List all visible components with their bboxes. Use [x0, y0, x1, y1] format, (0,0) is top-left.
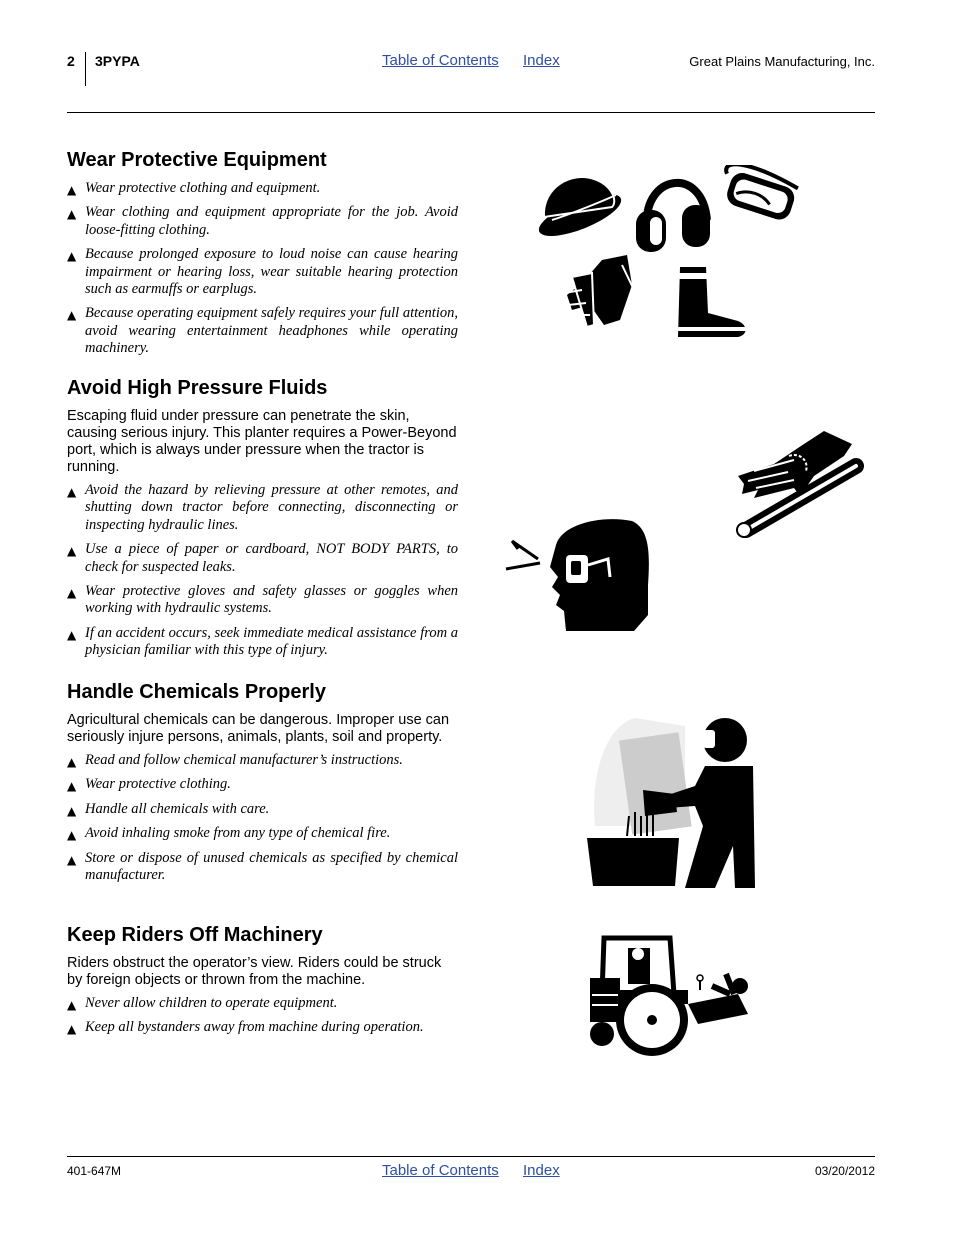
footer-index-link[interactable]: Index — [523, 1162, 560, 1179]
goggles-icon — [716, 165, 799, 223]
section-avoid-high-pressure-fluids — [67, 376, 458, 667]
triangle-bullet-icon: ▲ — [67, 627, 77, 642]
list-item: ▲ Wear clothing and equipment appropriate for the job. Avoid loose-fitting clothing. — [67, 204, 458, 238]
section-intro: Riders obstruct the operator’s view. Riders could be struck by foreign objects or thrown from the machine. — [67, 955, 442, 988]
list-item: ▲ Never allow children to operate equipment. — [67, 995, 458, 1012]
section-title: Avoid High Pressure Fluids — [67, 377, 328, 399]
triangle-bullet-icon: ▲ — [67, 1022, 77, 1037]
list-item: ▲ Read and follow chemical manufacturer’s instructions. — [67, 752, 458, 769]
document-date: 03/20/2012 — [814, 1164, 875, 1178]
section-intro: Escaping fluid under pressure can penetrate the skin, causing serious injury. This planter requires a Power-Beyond port, which is always under pressure when the tractor is running. — [67, 408, 457, 475]
triangle-bullet-icon: ▲ — [67, 249, 77, 264]
triangle-bullet-icon: ▲ — [67, 586, 77, 601]
triangle-bullet-icon: ▲ — [67, 544, 77, 559]
hand-leak-icon — [734, 426, 869, 541]
bullet-list — [67, 180, 458, 358]
section-wear-protective-equipment — [67, 148, 458, 365]
page-number: 2 — [67, 53, 75, 69]
header-index-link[interactable]: Index — [523, 52, 560, 69]
company-name: Great Plains Manufacturing, Inc. — [689, 54, 875, 69]
bullet-list — [67, 995, 458, 1037]
triangle-bullet-icon: ▲ — [67, 828, 77, 843]
list-item: ▲ Avoid inhaling smoke from any type of chemical fire. — [67, 825, 458, 842]
list-item: ▲ Because prolonged exposure to loud noise can cause hearing impairment or hearing loss, wear suitable hearing protection such as earmuffs or earplugs. — [67, 246, 458, 298]
header-divider — [85, 52, 86, 86]
gloves-icon — [564, 255, 634, 327]
section-title: Wear Protective Equipment — [67, 149, 327, 171]
section-title: Handle Chemicals Properly — [67, 681, 326, 703]
section-handle-chemicals-properly — [67, 680, 458, 891]
header-toc-link[interactable]: Table of Contents — [382, 52, 499, 69]
list-item: ▲ Handle all chemicals with care. — [67, 801, 458, 818]
triangle-bullet-icon: ▲ — [67, 852, 77, 867]
list-item: ▲ Wear protective gloves and safety glasses or goggles when working with hydraulic systems. — [67, 583, 458, 617]
hard-hat-icon — [534, 177, 626, 245]
triangle-bullet-icon: ▲ — [67, 779, 77, 794]
ppe-illustration — [532, 165, 802, 340]
bullet-list — [67, 482, 458, 660]
bullet-list — [67, 752, 458, 884]
triangle-bullet-icon: ▲ — [67, 183, 77, 197]
list-item: ▲ Avoid the hazard by relieving pressure at other remotes, and shutting down tractor before connecting, disconnecting or inspecting hydraulic lines. — [67, 482, 458, 533]
triangle-bullet-icon: ▲ — [67, 998, 77, 1012]
triangle-bullet-icon: ▲ — [67, 308, 77, 323]
triangle-bullet-icon: ▲ — [67, 803, 77, 818]
list-item: ▲ Wear protective clothing. — [67, 776, 458, 793]
list-item: ▲ Keep all bystanders away from machine during operation. — [67, 1019, 458, 1036]
section-title: Keep Riders Off Machinery — [67, 924, 323, 946]
triangle-bullet-icon: ▲ — [67, 755, 77, 769]
footer-rule — [67, 1156, 875, 1157]
safety-glasses-head-icon — [504, 515, 652, 635]
model-name: 3PYPA — [95, 53, 140, 69]
chemical-handling-person-icon — [585, 716, 757, 892]
earmuffs-icon — [636, 183, 710, 252]
triangle-bullet-icon: ▲ — [67, 207, 77, 222]
list-item: ▲ Use a piece of paper or cardboard, NOT BODY PARTS, to check for suspected leaks. — [67, 541, 458, 575]
list-item: ▲ Wear protective clothing and equipment. — [67, 180, 458, 197]
triangle-bullet-icon: ▲ — [67, 485, 77, 499]
section-keep-riders-off-machinery — [67, 923, 458, 1044]
list-item: ▲ Store or dispose of unused chemicals as specified by chemical manufacturer. — [67, 849, 458, 884]
header-rule — [67, 112, 875, 113]
footer-toc-link[interactable]: Table of Contents — [382, 1162, 499, 1179]
section-intro: Agricultural chemicals can be dangerous. Improper use can seriously injure persons, animals, plants, soil and property. — [67, 712, 450, 745]
list-item: ▲ Because operating equipment safely requires your full attention, avoid wearing entertainment headphones while operating machinery. — [67, 305, 458, 357]
boot-icon — [677, 267, 747, 337]
list-item: ▲ If an accident occurs, seek immediate medical assistance from a physician familiar with this type of injury. — [67, 624, 458, 659]
document-number: 401-647M — [67, 1164, 122, 1178]
tractor-rider-hazard-icon — [588, 934, 754, 1058]
